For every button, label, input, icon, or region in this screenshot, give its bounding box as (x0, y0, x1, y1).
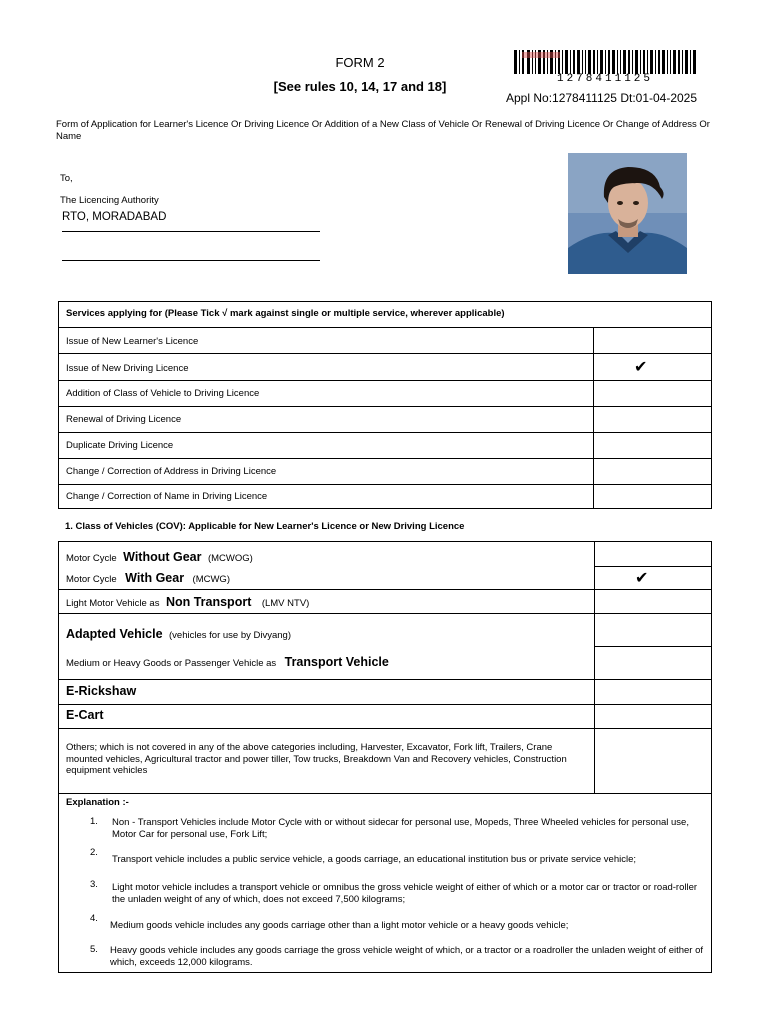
cov-mcwog-code: (MCWOG) (207, 553, 253, 564)
row-divider (59, 458, 711, 459)
licencing-authority-label: The Licencing Authority (60, 195, 159, 206)
service-new-driving-licence: Issue of New Driving Licence (66, 363, 189, 374)
row-divider (59, 380, 711, 381)
service-renewal: Renewal of Driving Licence (66, 414, 182, 425)
cov-erickshaw: E-Rickshaw (66, 684, 137, 698)
cov-mcwg (66, 569, 230, 587)
row-divider (59, 432, 711, 433)
cov-mcwog-bold: Without Gear (123, 550, 202, 564)
explanation-num: 3. (90, 879, 98, 890)
cov-lmv-bold: Non Transport (165, 595, 252, 609)
service-add-class-of-vehicle: Addition of Class of Vehicle to Driving Licence (66, 388, 260, 399)
cov-mcwg-prefix: Motor Cycle (66, 574, 117, 585)
service-change-address: Change / Correction of Address in Driving Licence (66, 466, 277, 477)
cov-adapted-suffix: (vehicles for use by Divyang) (169, 630, 291, 641)
row-divider (59, 589, 711, 590)
row-divider (595, 566, 711, 567)
cov-lmv (66, 593, 309, 611)
form-title: FORM 2 (335, 55, 385, 70)
column-divider (594, 542, 595, 794)
cov-lmv-prefix: Light Motor Vehicle as (66, 598, 160, 609)
cov-lmv-code: (LMV NTV) (261, 598, 310, 609)
explanation-item: Heavy goods vehicle includes any goods carriage the gross vehicle weight of which, or a tractor or a roadroller the unladen weight of either of which, exceeds 12,000 kilograms. (110, 945, 704, 968)
explanation-num: 1. (90, 816, 98, 827)
explanation-item: Light motor vehicle includes a transport vehicle or omnibus the gross vehicle weight of either of which or a motor car or tractor or road-roller the unladen weight of any of which, does not exceed 7,500 kilograms; (112, 882, 698, 905)
row-divider (59, 613, 711, 614)
cov-transport-prefix: Medium or Heavy Goods or Passenger Vehicle as (66, 658, 277, 669)
cov-heading: 1. Class of Vehicles (COV): Applicable for New Learner's Licence or New Driving Licence (65, 521, 465, 532)
row-divider (59, 484, 711, 485)
address-line-2 (62, 260, 320, 261)
form-description: Form of Application for Learner's Licence Or Driving Licence Or Addition of a New Class of Vehicle Or Renewal of Driving Licence Or Change of Address Or Name (56, 119, 710, 142)
explanation-num: 4. (90, 913, 98, 924)
services-table (58, 301, 712, 509)
rto-office: RTO, MORADABAD (62, 211, 167, 223)
address-to: To, (60, 173, 73, 184)
service-change-name: Change / Correction of Name in Driving Licence (66, 491, 268, 502)
column-divider (593, 327, 594, 508)
row-divider (59, 704, 711, 705)
application-number: Appl No:1278411125 Dt:01-04-2025 (506, 91, 698, 105)
service-new-learners-licence: Issue of New Learner's Licence (66, 336, 199, 347)
row-divider (59, 406, 711, 407)
cov-mcwg-bold: With Gear (125, 571, 185, 585)
explanation-num: 2. (90, 847, 98, 858)
address-line-1 (62, 231, 320, 232)
explanation-item: Transport vehicle includes a public service vehicle, a goods carriage, an educational institution bus or private service vehicle; (112, 854, 637, 865)
service-duplicate: Duplicate Driving Licence (66, 440, 174, 451)
barcode-number: 1278411125 (556, 73, 653, 85)
applicant-photo (568, 153, 687, 274)
cov-table (58, 541, 712, 973)
row-divider (59, 353, 711, 354)
form-rules: [See rules 10, 14, 17 and 18] (273, 79, 447, 94)
cov-transport (66, 653, 389, 671)
row-divider (59, 728, 711, 729)
cov-others: Others; which is not covered in any of the above categories including, Harvester, Excavator, Fork lift, Trailers, Crane mounted vehicles, Agricultural tractor and power tiller, Tow trucks, Breakdown Van and Recovery vehicles, Construction equipment vehicles (66, 742, 567, 776)
cov-mcwog-prefix: Motor Cycle (66, 553, 117, 564)
cov-mcwg-checkmark[interactable]: ✔ (635, 570, 649, 587)
row-divider (59, 679, 711, 680)
cov-mcwg-code: (MCWG) (192, 574, 230, 585)
cov-mcwog (66, 548, 253, 566)
cov-transport-bold: Transport Vehicle (284, 655, 389, 669)
row-divider (595, 646, 711, 647)
explanation-item: Medium goods vehicle includes any goods carriage other than a light motor vehicle or a heavy goods vehicle; (110, 920, 569, 931)
cov-adapted (66, 625, 291, 643)
explanation-item: Non - Transport Vehicles include Motor Cycle with or without sidecar for personal use, Mopeds, Three Wheeled vehicles for personal use, Motor Car for personal use, Fork Lift; (112, 817, 689, 840)
barcode (514, 50, 696, 74)
explanation-num: 5. (90, 944, 98, 955)
row-divider (59, 793, 711, 794)
row-divider (59, 327, 711, 328)
services-heading: Services applying for (Please Tick √ mark against single or multiple service, wherever applicable) (66, 308, 505, 319)
cov-ecart: E-Cart (66, 708, 104, 722)
cov-adapted-bold: Adapted Vehicle (66, 627, 163, 641)
service-new-driving-licence-checkmark[interactable]: ✔ (634, 359, 648, 376)
explanation-heading: Explanation :- (66, 797, 129, 808)
